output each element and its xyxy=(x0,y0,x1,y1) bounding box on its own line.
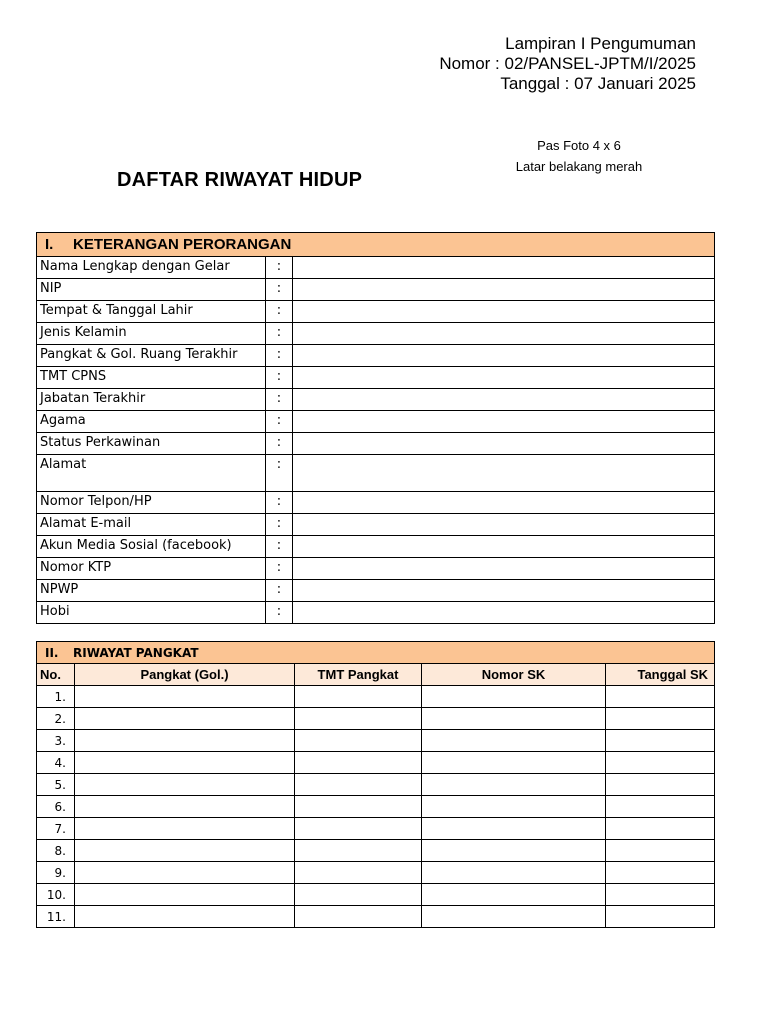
field-label: Nama Lengkap dengan Gelar xyxy=(37,257,266,279)
sk-number-cell[interactable] xyxy=(422,730,606,752)
row-number: 3. xyxy=(37,730,75,752)
sk-date-cell[interactable] xyxy=(606,686,715,708)
field-value-cell[interactable] xyxy=(293,367,715,389)
rank-cell[interactable] xyxy=(75,818,295,840)
field-value-cell[interactable] xyxy=(293,345,715,367)
field-colon: : xyxy=(266,323,293,345)
column-header-sk-number: Nomor SK xyxy=(422,664,606,686)
row-number: 1. xyxy=(37,686,75,708)
sk-number-cell[interactable] xyxy=(422,774,606,796)
personal-field-row xyxy=(37,257,715,279)
sk-date-cell[interactable] xyxy=(606,840,715,862)
field-value-cell[interactable] xyxy=(293,492,715,514)
field-label: Jabatan Terakhir xyxy=(37,389,266,411)
field-colon: : xyxy=(266,433,293,455)
field-colon: : xyxy=(266,455,293,492)
sk-date-cell[interactable] xyxy=(606,796,715,818)
field-label: Tempat & Tanggal Lahir xyxy=(37,301,266,323)
personal-field-row xyxy=(37,301,715,323)
field-value-cell[interactable] xyxy=(293,389,715,411)
personal-field-row xyxy=(37,323,715,345)
row-number: 7. xyxy=(37,818,75,840)
sk-number-cell[interactable] xyxy=(422,752,606,774)
row-number: 11. xyxy=(37,906,75,928)
sk-date-cell[interactable] xyxy=(606,906,715,928)
field-colon: : xyxy=(266,279,293,301)
sk-number-cell[interactable] xyxy=(422,862,606,884)
section-header-rank xyxy=(37,642,715,664)
sk-date-cell[interactable] xyxy=(606,884,715,906)
field-colon: : xyxy=(266,558,293,580)
field-colon: : xyxy=(266,602,293,624)
sk-number-cell[interactable] xyxy=(422,686,606,708)
field-colon: : xyxy=(266,580,293,602)
rank-row xyxy=(37,862,715,884)
field-label: Hobi xyxy=(37,602,266,624)
reference-date: Tanggal : 07 Januari 2025 xyxy=(500,74,696,93)
rank-cell[interactable] xyxy=(75,840,295,862)
sk-date-cell[interactable] xyxy=(606,774,715,796)
personal-field-row xyxy=(37,492,715,514)
sk-number-cell[interactable] xyxy=(422,708,606,730)
field-value-cell[interactable] xyxy=(293,257,715,279)
sk-number-cell[interactable] xyxy=(422,906,606,928)
rank-cell[interactable] xyxy=(75,796,295,818)
section-header-personal xyxy=(37,233,715,257)
personal-field-row xyxy=(37,279,715,301)
tmt-cell[interactable] xyxy=(295,752,422,774)
row-number: 4. xyxy=(37,752,75,774)
tmt-cell[interactable] xyxy=(295,862,422,884)
rank-row xyxy=(37,906,715,928)
field-label: Pangkat & Gol. Ruang Terakhir xyxy=(37,345,266,367)
field-colon: : xyxy=(266,389,293,411)
column-header-no: No. xyxy=(37,664,75,686)
sk-number-cell[interactable] xyxy=(422,796,606,818)
rank-cell[interactable] xyxy=(75,708,295,730)
section-number: I. xyxy=(45,236,54,253)
field-colon: : xyxy=(266,411,293,433)
row-number: 8. xyxy=(37,840,75,862)
sk-date-cell[interactable] xyxy=(606,708,715,730)
rank-cell[interactable] xyxy=(75,906,295,928)
row-number: 10. xyxy=(37,884,75,906)
field-value-cell[interactable] xyxy=(293,536,715,558)
column-header-sk-date: Tanggal SK xyxy=(606,664,715,686)
field-label: Status Perkawinan xyxy=(37,433,266,455)
field-label: NIP xyxy=(37,279,266,301)
tmt-cell[interactable] xyxy=(295,884,422,906)
tmt-cell[interactable] xyxy=(295,796,422,818)
field-colon: : xyxy=(266,345,293,367)
personal-field-row xyxy=(37,580,715,602)
field-value-cell[interactable] xyxy=(293,323,715,345)
column-header-rank: Pangkat (Gol.) xyxy=(75,664,295,686)
field-label: Alamat xyxy=(37,455,266,492)
row-number: 5. xyxy=(37,774,75,796)
field-value-cell[interactable] xyxy=(293,301,715,323)
personal-field-row xyxy=(37,389,715,411)
field-label: Nomor Telpon/HP xyxy=(37,492,266,514)
tmt-cell[interactable] xyxy=(295,686,422,708)
field-colon: : xyxy=(266,536,293,558)
field-label: Akun Media Sosial (facebook) xyxy=(37,536,266,558)
row-number: 6. xyxy=(37,796,75,818)
personal-field-row xyxy=(37,455,715,492)
tmt-cell[interactable] xyxy=(295,906,422,928)
sk-date-cell[interactable] xyxy=(606,862,715,884)
rank-row xyxy=(37,752,715,774)
field-value-cell[interactable] xyxy=(293,455,715,492)
field-value-cell[interactable] xyxy=(293,558,715,580)
field-value-cell[interactable] xyxy=(293,433,715,455)
rank-row xyxy=(37,686,715,708)
field-value-cell[interactable] xyxy=(293,580,715,602)
field-colon: : xyxy=(266,492,293,514)
field-value-cell[interactable] xyxy=(293,279,715,301)
sk-number-cell[interactable] xyxy=(422,884,606,906)
personal-info-table xyxy=(36,232,715,624)
section-title: RIWAYAT PANGKAT xyxy=(73,645,199,660)
rank-cell[interactable] xyxy=(75,774,295,796)
field-label: NPWP xyxy=(37,580,266,602)
personal-field-row xyxy=(37,536,715,558)
rank-row xyxy=(37,774,715,796)
sk-number-cell[interactable] xyxy=(422,840,606,862)
field-colon: : xyxy=(266,257,293,279)
rank-cell[interactable] xyxy=(75,884,295,906)
rank-row xyxy=(37,730,715,752)
rank-row xyxy=(37,796,715,818)
photo-background-note: Latar belakang merah xyxy=(515,159,643,174)
tmt-cell[interactable] xyxy=(295,708,422,730)
rank-row xyxy=(37,818,715,840)
tmt-cell[interactable] xyxy=(295,730,422,752)
field-label: Nomor KTP xyxy=(37,558,266,580)
rank-cell[interactable] xyxy=(75,686,295,708)
row-number: 9. xyxy=(37,862,75,884)
field-colon: : xyxy=(266,514,293,536)
field-value-cell[interactable] xyxy=(293,411,715,433)
row-number: 2. xyxy=(37,708,75,730)
sk-date-cell[interactable] xyxy=(606,818,715,840)
reference-number: Nomor : 02/PANSEL-JPTM/I/2025 xyxy=(439,54,696,73)
field-value-cell[interactable] xyxy=(293,514,715,536)
rank-row xyxy=(37,840,715,862)
section-title: KETERANGAN PERORANGAN xyxy=(73,236,292,253)
field-label: TMT CPNS xyxy=(37,367,266,389)
sk-date-cell[interactable] xyxy=(606,730,715,752)
tmt-cell[interactable] xyxy=(295,774,422,796)
rank-history-table xyxy=(36,641,715,928)
rank-cell[interactable] xyxy=(75,730,295,752)
personal-field-row xyxy=(37,411,715,433)
rank-cell[interactable] xyxy=(75,862,295,884)
rank-cell[interactable] xyxy=(75,752,295,774)
personal-field-row xyxy=(37,514,715,536)
field-label: Alamat E-mail xyxy=(37,514,266,536)
column-header-tmt: TMT Pangkat xyxy=(295,664,422,686)
field-colon: : xyxy=(266,367,293,389)
photo-size-note: Pas Foto 4 x 6 xyxy=(537,138,621,153)
tmt-cell[interactable] xyxy=(295,840,422,862)
personal-field-row xyxy=(37,345,715,367)
field-label: Jenis Kelamin xyxy=(37,323,266,345)
personal-field-row xyxy=(37,602,715,624)
sk-number-cell[interactable] xyxy=(422,818,606,840)
tmt-cell[interactable] xyxy=(295,818,422,840)
sk-date-cell[interactable] xyxy=(606,752,715,774)
document-title: DAFTAR RIWAYAT HIDUP xyxy=(117,169,363,191)
personal-field-row xyxy=(37,367,715,389)
field-label: Agama xyxy=(37,411,266,433)
attachment-label: Lampiran I Pengumuman xyxy=(505,34,696,53)
personal-field-row xyxy=(37,558,715,580)
announcement-reference xyxy=(439,34,696,94)
field-value-cell[interactable] xyxy=(293,602,715,624)
rank-row xyxy=(37,708,715,730)
field-colon: : xyxy=(266,301,293,323)
personal-field-row xyxy=(37,433,715,455)
section-number: II. xyxy=(45,645,59,660)
rank-row xyxy=(37,884,715,906)
column-header-row xyxy=(37,664,715,686)
